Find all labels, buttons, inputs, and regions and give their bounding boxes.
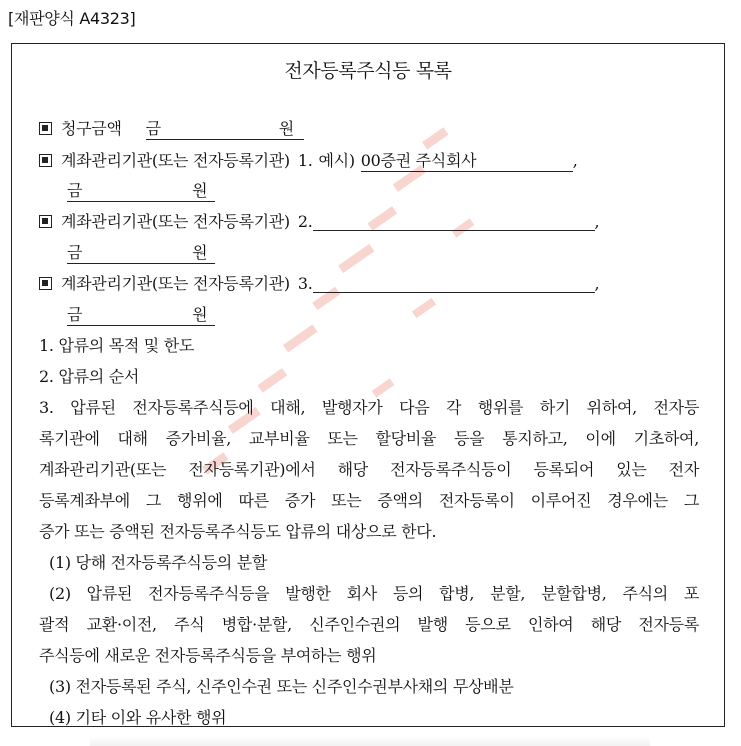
account-3-comma: , — [594, 274, 600, 293]
form-label: [재판양식 A4323] — [8, 9, 136, 28]
account-3-label: 계좌관리기관(또는 전자등록기관) — [61, 274, 290, 293]
account-3-amount — [67, 302, 215, 326]
page-title: 전자등록주식등 목록 — [284, 60, 452, 82]
item-2-line-2: 괄적 교환·이전, 주식 병합·분할, 신주인수권의 발행 등으로 인하여 해당 전자등록 — [39, 615, 699, 634]
account-row-1 — [39, 148, 578, 172]
account-1-number: 1. — [297, 151, 313, 170]
account-1-example-value: 00증권 주식회사 — [360, 151, 477, 170]
section-2: 2. 압류의 순서 — [39, 367, 140, 386]
section-3-line-2: 록기관에 대해 증가비율, 교부비율 또는 할당비율 등을 통지하고, 이에 기초하여, — [39, 429, 699, 448]
account-2-amount — [67, 240, 215, 264]
section-3-line-5: 증가 또는 증액된 전자등록주식등도 압류의 대상으로 한다. — [39, 522, 437, 541]
item-2-line-3: 주식등에 새로운 전자등록주식등을 부여하는 행위 — [39, 646, 377, 665]
item-3: (3) 전자등록된 주식, 신주인수권 또는 신주인수권부사채의 무상배분 — [49, 677, 514, 696]
account-2-comma: , — [594, 212, 600, 231]
account-3-blank — [313, 274, 595, 293]
account-1-won: 원 — [192, 181, 208, 200]
document-frame — [11, 43, 725, 727]
account-3-number: 3. — [297, 274, 313, 293]
item-4: (4) 기타 이와 유사한 행위 — [49, 708, 227, 727]
claim-geum: 금 — [145, 119, 161, 138]
claim-won: 원 — [278, 119, 294, 138]
section-3-line-1: 3. 압류된 전자등록주식등에 대해, 발행자가 다음 각 행위를 하기 위하여, 전자등 — [39, 398, 699, 417]
claim-amount-blank — [146, 116, 304, 140]
claim-amount-row — [39, 116, 304, 140]
account-1-example: 예시) — [318, 151, 355, 170]
account-1-comma: , — [572, 151, 578, 170]
account-row-2 — [39, 209, 599, 232]
claim-label: 청구금액 — [61, 119, 122, 138]
checkbox-icon — [39, 277, 52, 290]
account-row-3 — [39, 271, 599, 294]
item-1: (1) 당해 전자등록주식등의 분할 — [49, 553, 267, 572]
checkbox-icon — [39, 154, 52, 167]
account-1-label: 계좌관리기관(또는 전자등록기관) — [61, 151, 290, 170]
account-1-blank — [361, 148, 573, 172]
section-3-line-4: 등록계좌부에 그 행위에 따른 증가 또는 증액의 전자등록이 이루어진 경우에는 그 — [39, 491, 699, 510]
checkbox-icon — [39, 122, 52, 135]
account-2-label: 계좌관리기관(또는 전자등록기관) — [61, 212, 290, 231]
account-2-blank — [313, 212, 595, 231]
account-2-number: 2. — [297, 212, 313, 231]
page-bottom-shadow — [90, 736, 650, 746]
account-2-won: 원 — [192, 243, 208, 262]
account-1-geum: 금 — [67, 181, 83, 200]
account-3-geum: 금 — [67, 305, 83, 324]
account-3-won: 원 — [192, 305, 208, 324]
section-3-line-3: 계좌관리기관(또는 전자등록기관)에서 해당 전자등록주식등이 등록되어 있는 전자 — [39, 460, 699, 479]
account-1-amount — [67, 178, 215, 202]
section-1: 1. 압류의 목적 및 한도 — [39, 336, 195, 355]
account-2-geum: 금 — [67, 243, 83, 262]
item-2-line-1: (2) 압류된 전자등록주식등을 발행한 회사 등의 합병, 분할, 분할합병, 주식의 포 — [49, 584, 699, 603]
checkbox-icon — [39, 215, 52, 228]
